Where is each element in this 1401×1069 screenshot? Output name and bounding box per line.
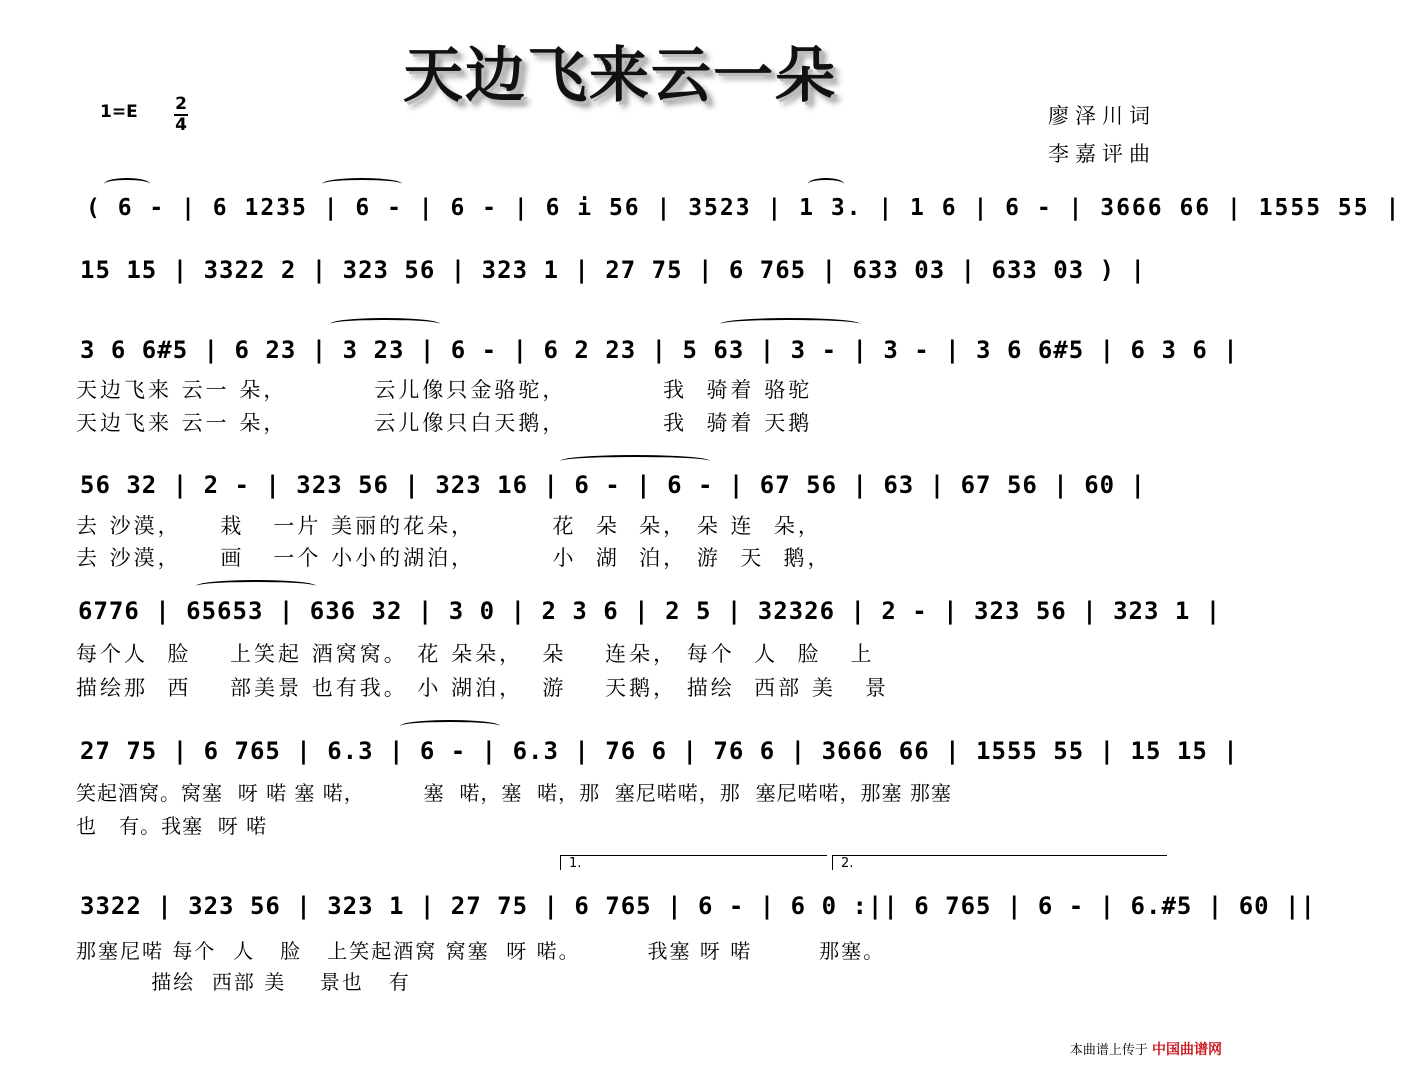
lyric-row-7-verse-1: 那塞尼喏 每个 人 脸 上笑起酒窝 窝塞 呀 喏。 我塞 呀 喏 那塞。 xyxy=(76,939,886,963)
lyric-row-4-verse-2: 去 沙漠， 画 一个 小小的湖泊， 小 湖 泊， 游 天 鹅， xyxy=(76,546,832,570)
lyric-row-4-verse-1: 去 沙漠， 栽 一片 美丽的花朵， 花 朵 朵， 朵 连 朵， xyxy=(76,514,822,538)
time-bottom: 4 xyxy=(175,115,187,135)
lyric-row-5-verse-2: 描绘那 西 部美景 也有我。 小 湖泊， 游 天鹅， 描绘 西部 美 景 xyxy=(76,676,889,700)
lyric-row-3-verse-2: 天边飞来 云一 朵， 云儿像只白天鹅， 我 骑着 天鹅 xyxy=(76,411,813,435)
footer-text: 本曲谱上传于 xyxy=(1069,1043,1148,1058)
slur xyxy=(330,318,440,330)
site-logo: 中国曲谱网 xyxy=(1152,1042,1222,1058)
notation-row-5: 6776 | 65653 | 636 32 | 3 0 | 2 3 6 | 2 5 | 32326 | 2 - | 323 56 | 323 1 | xyxy=(78,597,1222,625)
time-top: 2 xyxy=(175,94,187,114)
key-signature: 1=E xyxy=(100,102,138,122)
slur xyxy=(322,178,402,190)
slur xyxy=(104,178,150,190)
notation-row-4: 56 32 | 2 - | 323 56 | 323 16 | 6 - | 6 - | 67 56 | 63 | 67 56 | 60 | xyxy=(80,471,1146,499)
lyric-row-7-verse-2: 描绘 西部 美 景也 有 xyxy=(76,970,411,994)
slur xyxy=(808,178,844,190)
notation-row-7: 3322 | 323 56 | 323 1 | 27 75 | 6 765 | 6 - | 6 0 :|| 6 765 | 6 - | 6.#5 | 60 || xyxy=(80,892,1316,920)
slur xyxy=(720,318,860,330)
notation-row-3: 3 6 6#5 | 6 23 | 3 23 | 6 - | 6 2 23 | 5 63 | 3 - | 3 - | 3 6 6#5 | 6 3 6 | xyxy=(80,336,1239,364)
lyric-row-6-verse-2: 也 有。我塞 呀 喏 xyxy=(76,814,268,838)
slur xyxy=(196,580,316,592)
time-signature xyxy=(174,96,188,134)
slur xyxy=(400,720,500,732)
score-title: 天边飞来云一朵 xyxy=(403,41,837,111)
composer: 李嘉评曲 xyxy=(1048,142,1156,166)
footer-credit xyxy=(1070,1039,1222,1059)
lyric-row-3-verse-1: 天边飞来 云一 朵， 云儿像只金骆驼， 我 骑着 骆驼 xyxy=(76,378,813,402)
lyricist: 廖泽川词 xyxy=(1048,104,1156,128)
slur xyxy=(560,455,710,467)
notation-row-6: 27 75 | 6 765 | 6.3 | 6 - | 6.3 | 76 6 | 76 6 | 3666 66 | 1555 55 | 15 15 | xyxy=(80,737,1239,765)
volta-1: 1. xyxy=(560,855,827,870)
volta-2: 2. xyxy=(832,855,1167,870)
lyric-row-5-verse-1: 每个人 脸 上笑起 酒窝窝。 花 朵朵， 朵 连朵， 每个 人 脸 上 xyxy=(76,642,875,666)
lyric-row-6-verse-1: 笑起酒窝。窝塞 呀 喏 塞 喏， 塞 喏，塞 喏，那 塞尼喏喏，那 塞尼喏喏，那塞 那塞 xyxy=(76,781,952,805)
notation-row-2: 15 15 | 3322 2 | 323 56 | 323 1 | 27 75 | 6 765 | 633 03 | 633 03 ) | xyxy=(80,256,1146,284)
notation-row-1: ( 6 - | 6 1235 | 6 - | 6 - | 6 i 56 | 3523 | 1 3. | 1 6 | 6 - | 3666 66 | 1555 55 | xyxy=(86,195,1401,221)
